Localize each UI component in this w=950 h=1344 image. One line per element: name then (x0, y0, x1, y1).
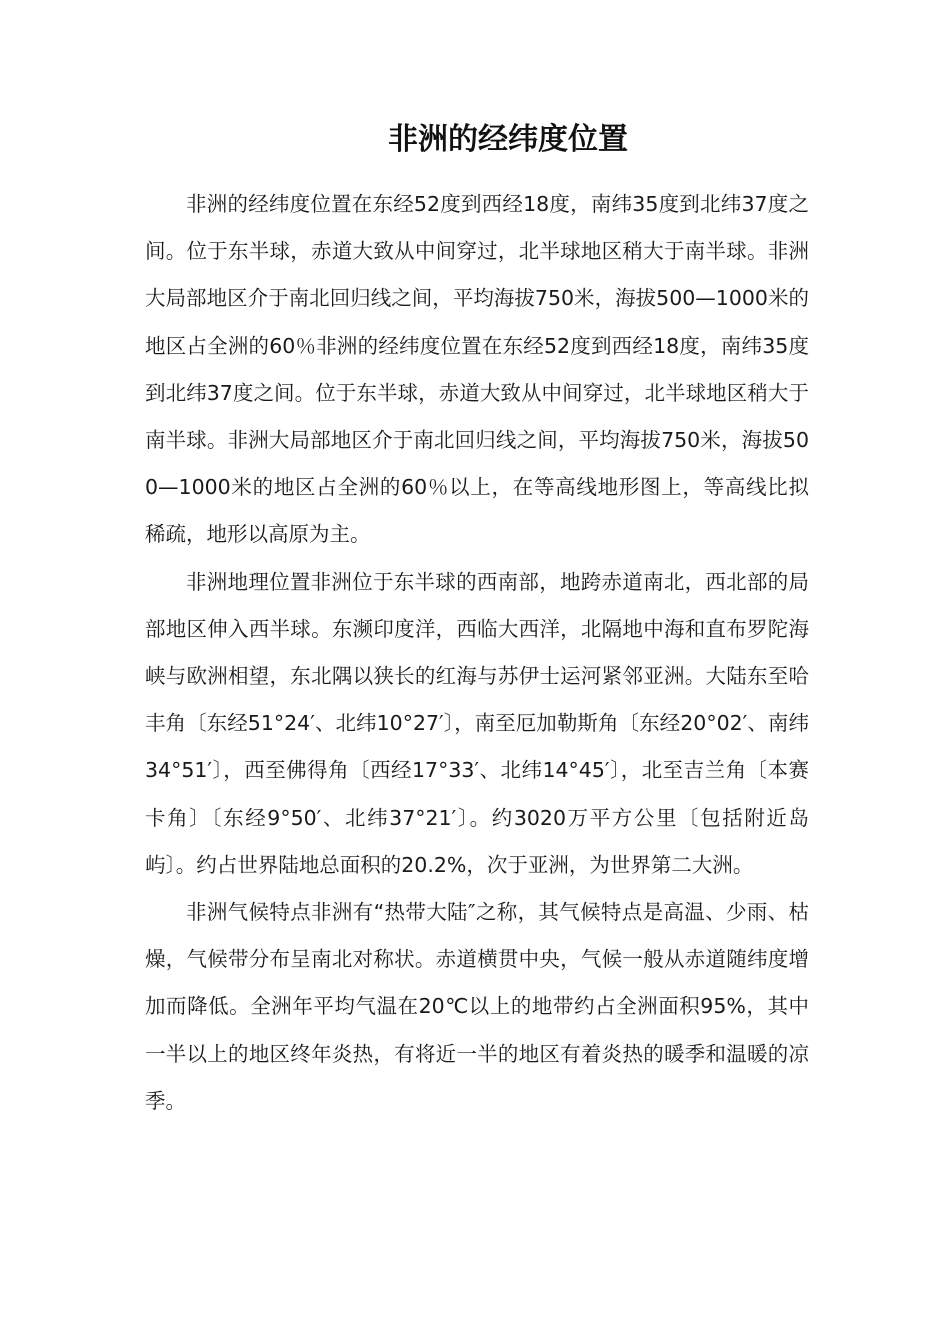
document-body (145, 181, 809, 1125)
paragraph-climate: 非洲气候特点非洲有“热带大陆″之称，其气候特点是高温、少雨、枯燥，气候带分布呈南北对称状。赤道横贯中央，气候一般从赤道随纬度增加而降低。全洲年平均气温在20℃以上的地带约占全洲面积95%，其中一半以上的地区终年炎热，有将近一半的地区有着炎热的暖季和温暖的凉季。 (145, 900, 809, 1113)
paragraph-lat-long: 非洲的经纬度位置在东经52度到西经18度，南纬35度到北纬37度之间。位于东半球，赤道大致从中间穿过，北半球地区稍大于南半球。非洲大局部地区介于南北回归线之间，平均海拔750米，海拔500—1000米的地区占全洲的60％非洲的经纬度位置在东经52度到西经18度，南纬35度到北纬37度之间。位于东半球，赤道大致从中间穿过，北半球地区稍大于南半球。非洲大局部地区介于南北回归线之间，平均海拔750米，海拔500—1000米的地区占全洲的60％以上，在等高线地形图上，等高线比拟稀疏，地形以高原为主。 (145, 192, 809, 547)
paragraph-geography: 非洲地理位置非洲位于东半球的西南部，地跨赤道南北，西北部的局部地区伸入西半球。东濒印度洋，西临大西洋，北隔地中海和直布罗陀海峡与欧洲相望，东北隅以狭长的红海与苏伊士运河紧邻亚洲。大陆东至哈丰角〔东经51°24′、北纬10°27′〕，南至厄加勒斯角〔东经20°02′、南纬34°51′〕，西至佛得角〔西经17°33′、北纬14°45′〕，北至吉兰角〔本赛卡角〕〔东经9°50′、北纬37°21′〕。约3020万平方公里〔包括附近岛屿〕。约占世界陆地总面积的20.2%，次于亚洲，为世界第二大洲。 (145, 569, 809, 877)
document-title: 非洲的经纬度位置 (388, 122, 628, 157)
